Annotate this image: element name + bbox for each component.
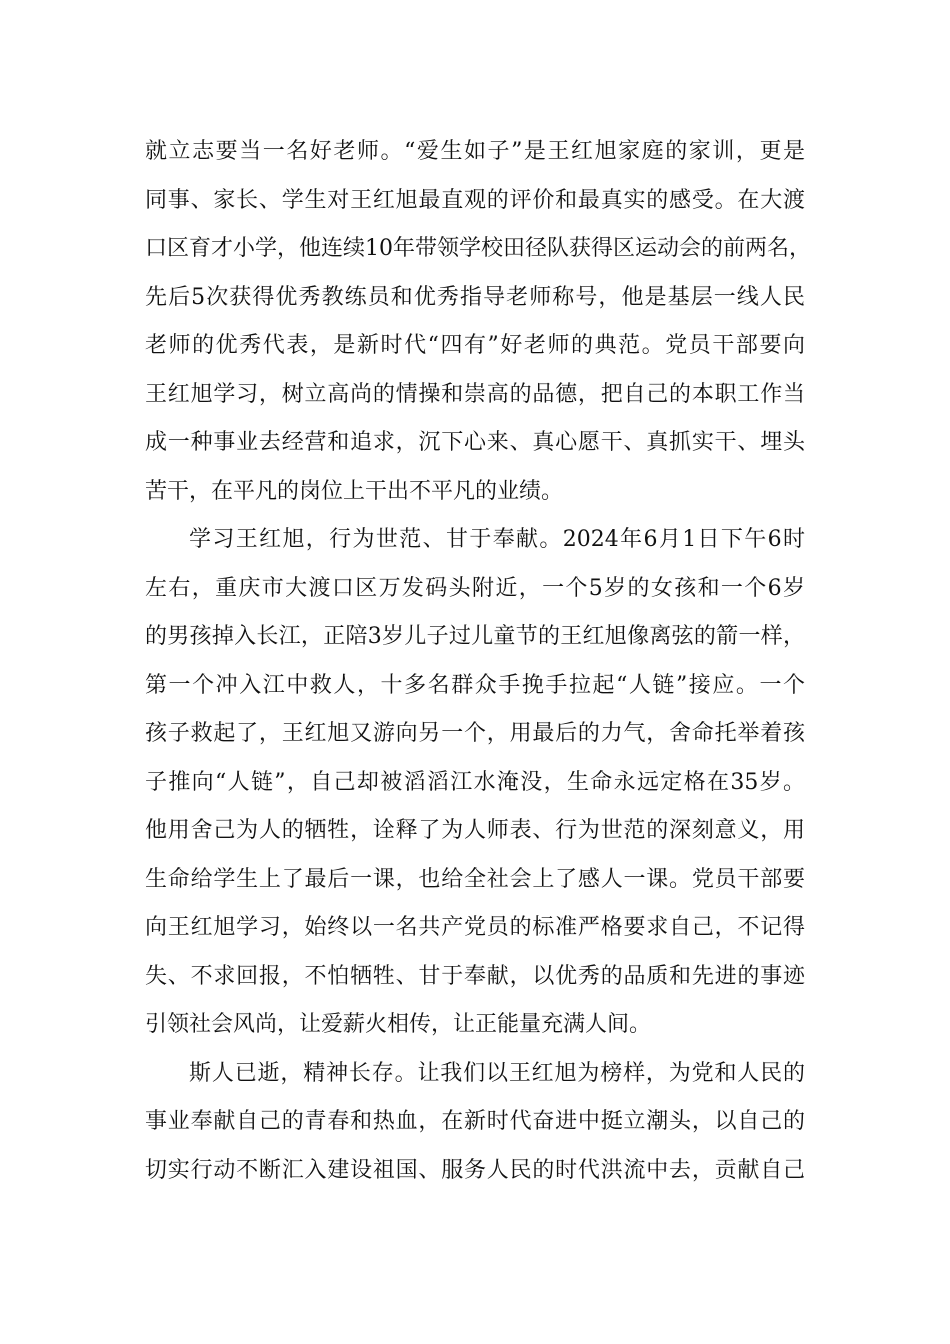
paragraph-line: 老师的优秀代表，是新时代“四有”好老师的典范。党员干部要向 <box>145 333 805 358</box>
paragraph-1 <box>145 128 811 516</box>
paragraph-line: 事业奉献自己的青春和热血，在新时代奋进中挺立潮头，以自己的 <box>145 1109 805 1134</box>
paragraph-line: 引领社会风尚，让爱薪火相传，让正能量充满人间。 <box>145 1012 652 1037</box>
paragraph-line: 第一个冲入江中救人，十多名群众手挽手拉起“人链”接应。一个 <box>145 672 805 698</box>
paragraph-line: 左右，重庆市大渡口区万发码头附近，一个5岁的女孩和一个6岁 <box>145 575 805 601</box>
paragraph-line: 失、不求回报，不怕牺牲、甘于奉献，以优秀的品质和先进的事迹 <box>145 963 805 989</box>
paragraph-3 <box>145 1050 805 1196</box>
paragraph-line: 口区育才小学，他连续10年带领学校田径队获得区运动会的前两名， <box>145 236 811 261</box>
paragraph-line: 同事、家长、学生对王红旭最直观的评价和最真实的感受。在大渡 <box>145 187 805 213</box>
paragraph-line: 切实行动不断汇入建设祖国、服务人民的时代洪流中去，贡献自己 <box>145 1157 805 1183</box>
paragraph-line: 学习王红旭，行为世范、甘于奉献。2024年6月1日下午6时 <box>189 527 805 552</box>
paragraph-line: 孩子救起了，王红旭又游向另一个，用最后的力气，舍命托举着孩 <box>145 721 805 746</box>
paragraph-line: 生命给学生上了最后一课，也给全社会上了感人一课。党员干部要 <box>145 866 805 892</box>
paragraph-line: 他用舍己为人的牺牲，诠释了为人师表、行为世范的深刻意义，用 <box>145 818 805 843</box>
paragraph-2 <box>145 516 805 1050</box>
paragraph-line: 王红旭学习，树立高尚的情操和崇高的品德，把自己的本职工作当 <box>145 381 805 407</box>
paragraph-line: 的男孩掉入长江，正陪3岁儿子过儿童节的王红旭像离弦的箭一样， <box>145 624 805 649</box>
paragraph-line: 先后5次获得优秀教练员和优秀指导老师称号，他是基层一线人民 <box>145 284 805 310</box>
paragraph-line: 子推向“人链”，自己却被滔滔江水淹没，生命永远定格在35岁。 <box>145 769 805 795</box>
paragraph-line: 就立志要当一名好老师。“爱生如子”是王红旭家庭的家训，更是 <box>145 139 805 164</box>
document-body <box>145 128 811 1195</box>
paragraph-line: 成一种事业去经营和追求，沉下心来、真心愿干、真抓实干、埋头 <box>145 430 805 455</box>
paragraph-line: 向王红旭学习，始终以一名共产党员的标准严格要求自己，不记得 <box>145 915 805 940</box>
paragraph-line: 苦干，在平凡的岗位上干出不平凡的业绩。 <box>145 478 564 504</box>
paragraph-line: 斯人已逝，精神长存。让我们以王红旭为榜样，为党和人民的 <box>189 1060 805 1086</box>
